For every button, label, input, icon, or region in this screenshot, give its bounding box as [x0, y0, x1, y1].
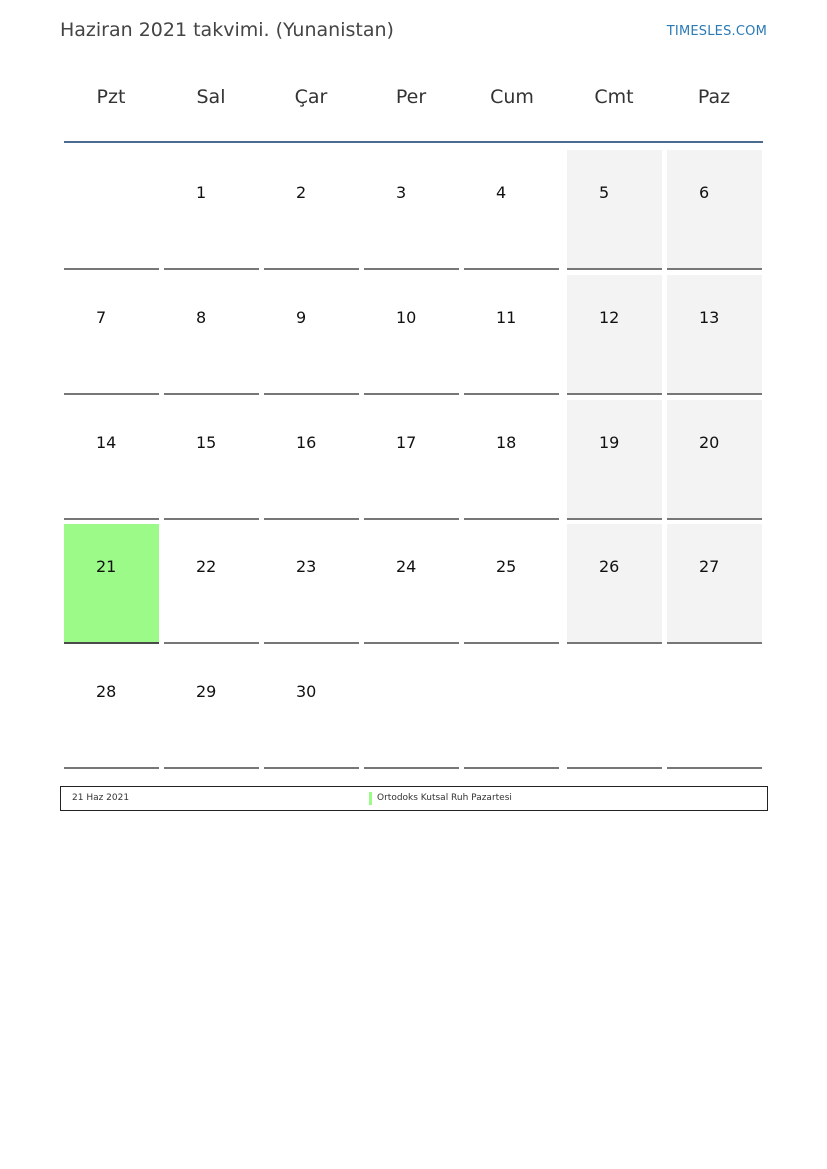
day-number: 24 [396, 557, 417, 576]
day-cell[interactable] [264, 400, 359, 520]
day-number: 15 [196, 433, 217, 452]
day-number: 4 [496, 183, 507, 202]
empty-day-cell [64, 150, 159, 270]
day-cell[interactable] [64, 400, 159, 520]
page-title: Haziran 2021 takvimi. (Yunanistan) [60, 19, 394, 41]
weekday-tue: Sal [196, 86, 226, 108]
day-cell[interactable] [364, 524, 459, 644]
day-cell[interactable] [264, 524, 359, 644]
empty-day-cell [364, 649, 459, 769]
day-cell[interactable] [464, 524, 559, 644]
day-cell[interactable] [464, 275, 559, 395]
weekday-sat: Cmt [594, 86, 634, 108]
day-cell[interactable] [667, 275, 762, 395]
day-number: 14 [96, 433, 117, 452]
day-number: 23 [296, 557, 317, 576]
legend-color-marker [369, 792, 372, 805]
day-number: 30 [296, 682, 317, 701]
day-number: 12 [599, 308, 620, 327]
weekday-wed: Çar [294, 86, 328, 108]
day-number: 5 [599, 183, 610, 202]
day-number: 8 [196, 308, 207, 327]
day-cell[interactable] [64, 275, 159, 395]
legend-date: 21 Haz 2021 [72, 793, 130, 803]
day-number: 21 [96, 557, 117, 576]
day-cell[interactable] [567, 275, 662, 395]
day-cell[interactable] [667, 524, 762, 644]
day-cell[interactable] [364, 150, 459, 270]
weekday-thu: Per [395, 86, 427, 108]
weekday-sun: Paz [697, 86, 731, 108]
empty-day-cell [567, 649, 662, 769]
day-cell[interactable] [464, 150, 559, 270]
day-number: 9 [296, 308, 307, 327]
day-number: 10 [396, 308, 417, 327]
day-cell[interactable] [364, 275, 459, 395]
day-cell[interactable] [567, 150, 662, 270]
day-cell[interactable] [567, 524, 662, 644]
brand-link[interactable]: TIMESLES.COM [666, 24, 767, 39]
day-cell[interactable] [667, 400, 762, 520]
day-number: 20 [699, 433, 720, 452]
day-number: 29 [196, 682, 217, 701]
day-number: 3 [396, 183, 407, 202]
day-cell[interactable] [64, 524, 159, 644]
day-number: 7 [96, 308, 107, 327]
day-number: 22 [196, 557, 217, 576]
day-number: 26 [599, 557, 620, 576]
day-number: 13 [699, 308, 720, 327]
day-cell[interactable] [264, 275, 359, 395]
day-cell[interactable] [64, 649, 159, 769]
empty-day-cell [667, 649, 762, 769]
day-number: 17 [396, 433, 417, 452]
day-cell[interactable] [164, 649, 259, 769]
weekday-mon: Pzt [96, 86, 126, 108]
legend-holiday-name: Ortodoks Kutsal Ruh Pazartesi [377, 793, 512, 803]
day-number: 16 [296, 433, 317, 452]
day-cell[interactable] [164, 400, 259, 520]
day-number: 27 [699, 557, 720, 576]
day-cell[interactable] [264, 150, 359, 270]
day-cell[interactable] [464, 400, 559, 520]
day-cell[interactable] [164, 524, 259, 644]
day-number: 11 [496, 308, 517, 327]
holiday-legend [60, 786, 768, 811]
day-number: 25 [496, 557, 517, 576]
day-cell[interactable] [364, 400, 459, 520]
day-number: 1 [196, 183, 207, 202]
empty-day-cell [464, 649, 559, 769]
day-cell[interactable] [667, 150, 762, 270]
day-number: 18 [496, 433, 517, 452]
day-cell[interactable] [264, 649, 359, 769]
weekday-fri: Cum [490, 86, 534, 108]
day-cell[interactable] [164, 275, 259, 395]
day-number: 2 [296, 183, 307, 202]
day-cell[interactable] [567, 400, 662, 520]
day-number: 28 [96, 682, 117, 701]
day-cell[interactable] [164, 150, 259, 270]
day-number: 6 [699, 183, 710, 202]
day-number: 19 [599, 433, 620, 452]
